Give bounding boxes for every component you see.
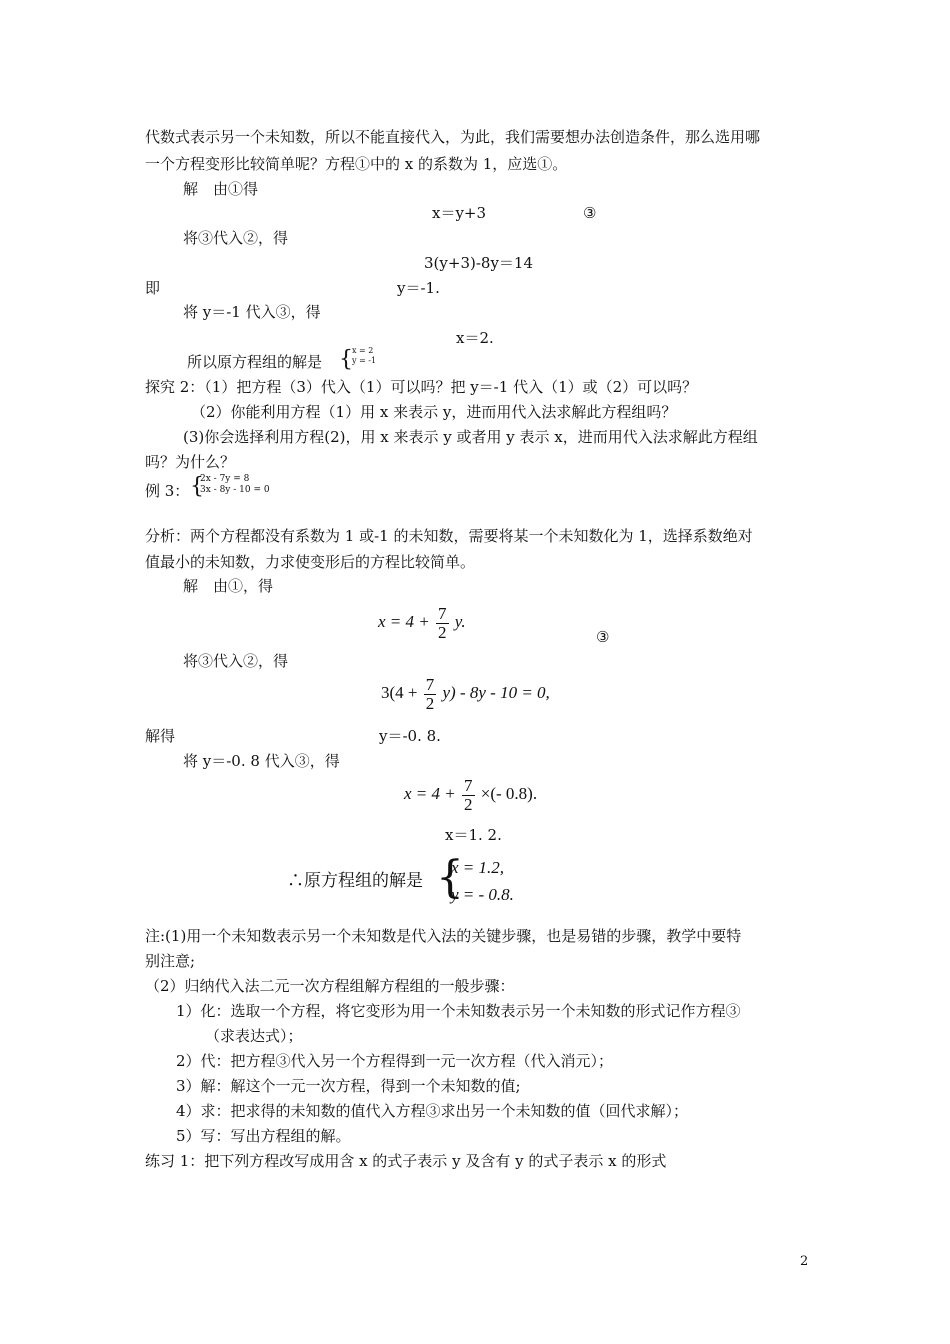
text-line: 解 由①得 (183, 180, 259, 198)
list-item: 1）化：选取一个方程，将它变形为用一个未知数表示另一个未知数的形式记作方程③ (176, 1002, 741, 1020)
text-line: （2）你能利用方程（1）用 x 来表示 y，进而用代入法求解此方程组吗？ (191, 403, 677, 421)
page-number: 2 (800, 1254, 809, 1269)
text-line: （2）归纳代入法二元一次方程组解方程组的一般步骤： (145, 977, 515, 995)
text-line: 将 y＝-1 代入③，得 (183, 303, 321, 321)
equation: 3(y+3)-8y＝14 (424, 254, 534, 272)
text-line: 即 (145, 279, 161, 297)
brace-icon: { (190, 474, 204, 499)
system-line: y = -1 (352, 356, 377, 365)
system-line: 3x - 8y - 10 = 0 (200, 485, 270, 495)
text-line: 解得 (145, 727, 176, 745)
equation: x＝1. 2. (445, 826, 502, 844)
equation: y＝-0. 8. (379, 727, 441, 745)
system-line: x = 2 (352, 346, 374, 355)
text-line: 练习 1：把下列方程改写成用含 x 的式子表示 y 及含有 y 的式子表示 x 的形式 (145, 1152, 667, 1170)
list-item: 4）求：把求得的未知数的值代入方程③求出另一个未知数的值（回代求解）； (176, 1102, 689, 1120)
fraction: $\frac{7}{2}$ (464, 775, 473, 814)
text-line: 吗？为什么？ (145, 453, 236, 471)
text-line: 一个方程变形比较简单呢？方程①中的 x 的系数为 1，应选①。 (145, 155, 568, 173)
equation: y＝-1. (397, 279, 440, 297)
text-line: 将③代入②，得 (183, 652, 289, 670)
text-line: 例 3： (145, 482, 190, 500)
fraction: $\frac{7}{2}$ (425, 674, 435, 713)
system-line: y = - 0.8. (451, 885, 514, 904)
text-line: 分析：两个方程都没有系数为 1 或-1 的未知数，需要将某一个未知数化为 1，选择系数绝对 (145, 527, 753, 545)
text-line: 注:(1)用一个未知数表示另一个未知数是代入法的关键步骤，也是易错的步骤，教学中要特 (145, 927, 742, 945)
text-line: ∴原方程组的解是 (287, 871, 423, 890)
list-item: 3）解：解这个一元一次方程，得到一个未知数的值; (176, 1077, 521, 1095)
list-item: （求表达式）； (205, 1027, 303, 1045)
brace-icon: { (339, 347, 353, 372)
text-line: 别注意; (145, 952, 196, 970)
equation: 3(4 + $\frac{7}{2}$ y) - 8y - 10 = 0, (381, 674, 550, 713)
equation: x＝2. (456, 329, 494, 347)
brace-icon: { (436, 852, 464, 903)
text-line: 值最小的未知数，力求使变形后的方程比较简单。 (145, 553, 476, 571)
text-line: 将③代入②，得 (183, 229, 289, 247)
text-line: 将 y＝-0. 8 代入③，得 (183, 752, 340, 770)
text-line: 探究 2：（1）把方程（3）代入（1）可以吗？把 y＝-1 代入（1）或（2）可以吗？ (145, 378, 698, 396)
text-line: (3)你会选择利用方程(2)，用 x 来表示 y 或者用 y 表示 x，进而用代入法求解此方程组 (183, 428, 758, 446)
system-line: x = 1.2, (451, 858, 505, 877)
equation-tag: ③ (583, 204, 597, 222)
system-line: 2x - 7y = 8 (200, 474, 250, 484)
fraction: $\frac{7}{2}$ (438, 603, 447, 642)
equation-tag: ③ (596, 628, 610, 646)
text-line: 所以原方程组的解是 (187, 353, 323, 371)
equation: x = 4 + $\frac{7}{2}$ y. (378, 603, 466, 642)
equation: x＝y+3 (432, 204, 487, 222)
list-item: 5）写：写出方程组的解。 (176, 1127, 351, 1145)
list-item: 2）代：把方程③代入另一个方程得到一元一次方程（代入消元）； (176, 1052, 614, 1070)
equation: x = 4 + $\frac{7}{2}$ ×(- 0.8). (404, 775, 538, 814)
text-line: 代数式表示另一个未知数，所以不能直接代入，为此，我们需要想办法创造条件，那么选用哪 (145, 128, 761, 146)
text-line: 解 由①，得 (183, 577, 274, 595)
